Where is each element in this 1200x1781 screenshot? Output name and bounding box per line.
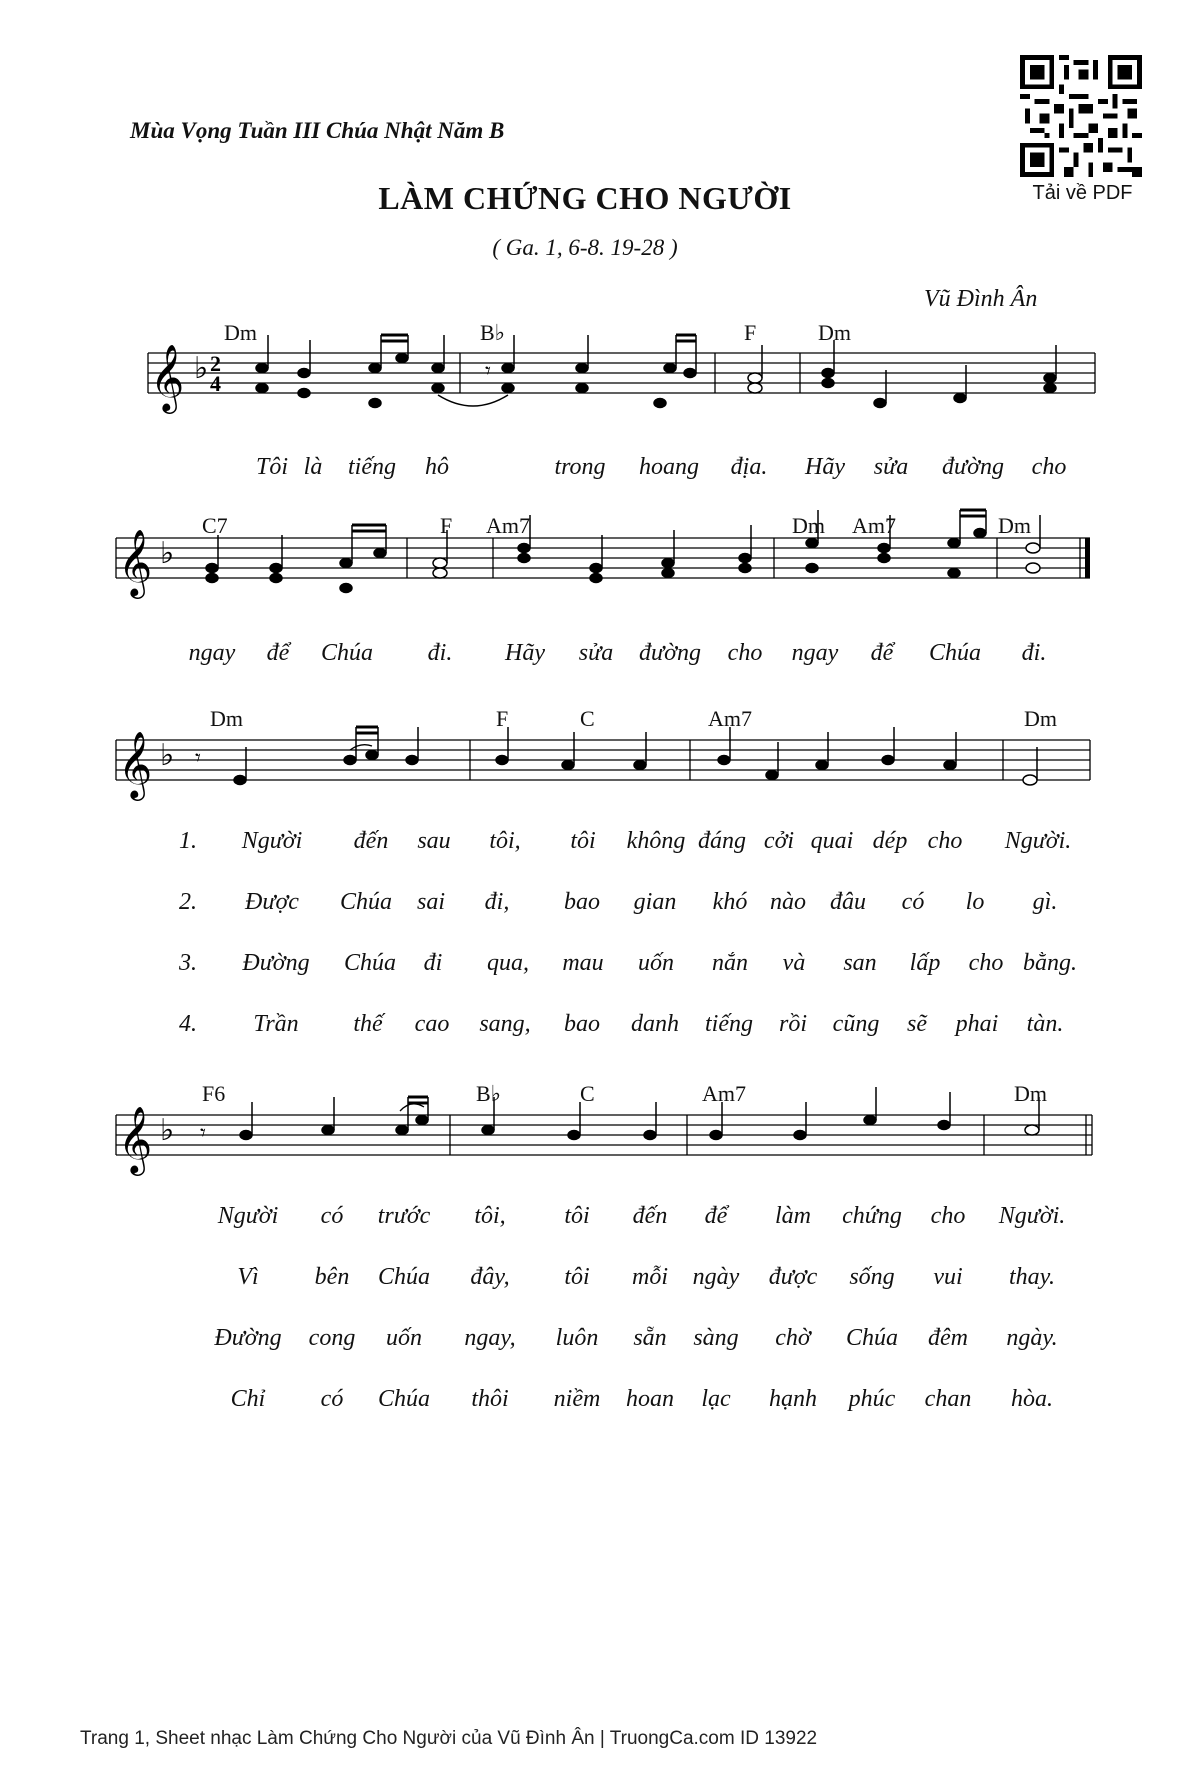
lyric-line-1 xyxy=(0,454,1200,486)
lyric-word: cởi xyxy=(763,828,795,854)
chord-label: C xyxy=(580,1081,595,1106)
lyric-word: đường xyxy=(942,454,1004,480)
treble-clef-icon: 𝄞 xyxy=(118,530,153,595)
time-signature-bottom: 4 xyxy=(210,371,221,396)
chord-label: Dm xyxy=(998,513,1031,538)
chord-label: B♭ xyxy=(476,1081,502,1106)
lyric-word: sẽ xyxy=(907,1011,927,1037)
lyric-word: phúc xyxy=(848,1386,896,1412)
lyric-word: làm xyxy=(775,1203,811,1229)
lyric-word: mau xyxy=(562,950,604,976)
lyric-word: sau xyxy=(417,828,451,854)
lyric-word: tôi xyxy=(564,1203,590,1229)
lyric-word: thôi xyxy=(471,1386,509,1412)
lyric-word: tôi xyxy=(570,828,596,854)
chord-label: Dm xyxy=(818,320,851,345)
lyric-word: san xyxy=(843,950,877,976)
lyric-word: Người. xyxy=(998,1203,1066,1229)
lyric-word: để xyxy=(266,640,290,666)
lyric-word: thay. xyxy=(1009,1264,1055,1290)
lyric-word: Đường xyxy=(214,1325,282,1351)
lyric-word: đi. xyxy=(1021,640,1047,666)
lyric-word: cho xyxy=(1031,454,1067,480)
lyric-word: đâu xyxy=(830,889,866,915)
chord-label: Am7 xyxy=(702,1081,746,1106)
lyric-word: Hãy xyxy=(505,640,545,666)
lyric-word: ngày. xyxy=(1006,1325,1058,1351)
lyric-word: Chúa xyxy=(320,640,374,666)
song-title: LÀM CHỨNG CHO NGƯỜI xyxy=(378,180,792,216)
flat-key-signature-icon: ♭ xyxy=(194,352,209,385)
lyric-word: có xyxy=(901,889,925,915)
lyric-word: có xyxy=(320,1203,344,1229)
lyric-word: Chỉ xyxy=(230,1386,266,1412)
lyric-word: sửa xyxy=(873,454,909,480)
lyric-word: bao xyxy=(564,1011,600,1037)
lyric-word: sàng xyxy=(693,1325,739,1351)
lyric-word: hô xyxy=(425,454,449,480)
chord-label: Dm xyxy=(1024,706,1057,731)
lyric-word: đây, xyxy=(470,1264,510,1290)
lyric-word: vui xyxy=(933,1264,963,1290)
lyric-word: trước xyxy=(377,1203,431,1229)
chord-label: C xyxy=(580,706,595,731)
treble-clef-icon: 𝄞 xyxy=(118,732,153,797)
lyric-word: không xyxy=(626,828,686,854)
eighth-rest-icon: 𝄾 xyxy=(195,745,201,770)
lyric-line-2 xyxy=(0,640,1200,672)
lyric-word: chờ xyxy=(775,1325,811,1351)
lyric-word: ngày xyxy=(692,1264,740,1290)
lyric-word: Chúa xyxy=(845,1325,899,1351)
chord-label: Dm xyxy=(1014,1081,1047,1106)
chord-label: Dm xyxy=(792,513,825,538)
lyric-word: Chúa xyxy=(343,950,397,976)
lyric-word: đến xyxy=(632,1203,668,1229)
lyric-word: Tôi xyxy=(255,454,289,480)
composer-name: Vũ Đình Ân xyxy=(924,286,1038,312)
treble-clef-icon: 𝄞 xyxy=(118,1107,153,1172)
lyric-word: để xyxy=(870,640,894,666)
lyric-word: dép xyxy=(872,828,908,854)
lyric-word: ngay xyxy=(791,640,839,666)
download-pdf-link[interactable]: Tải về PDF xyxy=(1032,182,1133,204)
chord-label: F6 xyxy=(202,1081,226,1106)
lyric-word: đi xyxy=(423,950,443,976)
lyric-word: đi, xyxy=(484,889,510,915)
lyric-word: thế xyxy=(353,1011,383,1037)
chord-label: F xyxy=(744,320,757,345)
lyric-word: tôi, xyxy=(489,828,521,854)
lyric-word: uốn xyxy=(638,950,674,976)
lyric-word: sửa xyxy=(578,640,614,666)
lyric-word: sai xyxy=(416,889,446,915)
eighth-rest-icon: 𝄾 xyxy=(485,358,491,383)
lyric-word: mỗi xyxy=(632,1264,668,1290)
lyric-word: chan xyxy=(924,1386,972,1412)
lyric-word: bên xyxy=(314,1264,350,1290)
chord-label: F xyxy=(440,513,453,538)
lyric-word: gì. xyxy=(1032,889,1058,915)
lyric-word: tiếng xyxy=(705,1011,753,1037)
music-system-1 xyxy=(0,315,1200,435)
lyric-word: cao xyxy=(414,1011,450,1037)
lyric-word: danh xyxy=(631,1011,679,1037)
lyric-word: Hãy xyxy=(805,454,845,480)
chord-label: Am7 xyxy=(708,706,752,731)
refrain-line-1 xyxy=(0,1203,1200,1235)
refrain-line-3 xyxy=(0,1325,1200,1357)
lyric-word: hoan xyxy=(626,1386,674,1412)
chord-label: F xyxy=(496,706,509,731)
lyric-word: rồi xyxy=(778,1011,808,1037)
flat-key-signature-icon: ♭ xyxy=(160,1114,175,1147)
verse-number: 1. xyxy=(179,828,197,854)
verse-number: 4. xyxy=(179,1011,197,1037)
chord-label: C7 xyxy=(202,513,228,538)
lyric-word: chứng xyxy=(842,1203,902,1229)
lyric-word: Đường xyxy=(242,950,310,976)
lyric-word: Trần xyxy=(253,1011,299,1037)
lyric-word: có xyxy=(320,1386,344,1412)
chord-label: Am7 xyxy=(852,513,896,538)
lyric-word: ngay xyxy=(188,640,236,666)
lyric-word: phai xyxy=(955,1011,999,1037)
lyric-word: hạnh xyxy=(769,1386,817,1412)
refrain-line-2 xyxy=(0,1264,1200,1296)
lyric-word: đến xyxy=(353,828,389,854)
eighth-rest-icon: 𝄾 xyxy=(200,1120,206,1145)
lyric-word: lạc xyxy=(701,1386,731,1412)
lyric-word: quai xyxy=(810,828,854,854)
chord-label: B♭ xyxy=(480,320,506,345)
lyric-word: cho xyxy=(968,950,1004,976)
chord-label: Am7 xyxy=(486,513,530,538)
lyric-word: sang, xyxy=(479,1011,531,1037)
lyric-word: Chúa xyxy=(377,1386,431,1412)
lyric-word: Được xyxy=(245,889,299,915)
lyric-word: luôn xyxy=(555,1325,599,1351)
lyric-word: đêm xyxy=(928,1325,968,1351)
lyric-word: Người xyxy=(241,828,303,854)
lyric-word: niềm xyxy=(553,1386,601,1412)
verse-4 xyxy=(0,1011,1200,1043)
time-signature-top: 2 xyxy=(210,351,221,376)
lyric-word: cho xyxy=(930,1203,966,1229)
lyric-word: và xyxy=(782,950,806,976)
lyric-word: tiếng xyxy=(348,454,396,480)
flat-key-signature-icon: ♭ xyxy=(160,739,175,772)
verse-number: 2. xyxy=(179,889,197,915)
flat-key-signature-icon: ♭ xyxy=(160,537,175,570)
lyric-word: cho xyxy=(727,640,763,666)
lyric-word: địa. xyxy=(730,454,768,480)
chord-label: Dm xyxy=(210,706,243,731)
lyric-word: sống xyxy=(849,1264,895,1290)
lyric-word: Chúa xyxy=(339,889,393,915)
lyric-word: đi. xyxy=(427,640,453,666)
lyric-word: Người xyxy=(217,1203,279,1229)
liturgy-heading: Mùa Vọng Tuần III Chúa Nhật Năm B xyxy=(130,118,505,143)
lyric-word: đường xyxy=(639,640,701,666)
verse-3 xyxy=(0,950,1200,982)
lyric-word: cong xyxy=(308,1325,356,1351)
lyric-word: Chúa xyxy=(928,640,982,666)
music-system-3 xyxy=(0,702,1200,822)
lyric-word: cho xyxy=(927,828,963,854)
chord-label: Dm xyxy=(224,320,257,345)
lyric-word: hoang xyxy=(639,454,699,480)
lyric-word: cũng xyxy=(832,1011,880,1037)
verse-number: 3. xyxy=(179,950,197,976)
scripture-reference: ( Ga. 1, 6-8. 19-28 ) xyxy=(492,235,678,260)
lyric-word: ngay, xyxy=(464,1325,516,1351)
lyric-word: lo xyxy=(965,889,985,915)
treble-clef-icon: 𝄞 xyxy=(150,345,185,410)
lyric-word: đáng xyxy=(698,828,746,854)
lyric-word: hòa. xyxy=(1011,1386,1053,1412)
lyric-word: tàn. xyxy=(1026,1011,1064,1037)
lyric-word: được xyxy=(768,1264,818,1290)
lyric-word: khó xyxy=(712,889,748,915)
lyric-word: Chúa xyxy=(377,1264,431,1290)
lyric-word: trong xyxy=(554,454,606,480)
lyric-word: uốn xyxy=(386,1325,422,1351)
verse-1 xyxy=(0,828,1200,860)
lyric-word: sẵn xyxy=(633,1325,667,1351)
lyric-word: bằng. xyxy=(1023,950,1077,976)
lyric-word: tôi xyxy=(564,1264,590,1290)
lyric-word: là xyxy=(303,454,323,480)
refrain-line-4 xyxy=(0,1386,1200,1418)
lyric-word: lấp xyxy=(909,950,941,976)
lyric-word: Người. xyxy=(1004,828,1072,854)
lyric-word: nào xyxy=(770,889,806,915)
lyric-word: nắn xyxy=(712,950,748,976)
lyric-word: tôi, xyxy=(474,1203,506,1229)
lyric-word: gian xyxy=(633,889,677,915)
lyric-word: Vì xyxy=(237,1264,259,1290)
qr-code-icon[interactable] xyxy=(1020,55,1142,177)
lyric-word: bao xyxy=(564,889,600,915)
page-footer: Trang 1, Sheet nhạc Làm Chứng Cho Người của Vũ Đình Ân | TruongCa.com ID 13922 xyxy=(80,1728,818,1749)
verse-2 xyxy=(0,889,1200,921)
lyric-word: để xyxy=(704,1203,728,1229)
lyric-word: qua, xyxy=(487,950,529,976)
